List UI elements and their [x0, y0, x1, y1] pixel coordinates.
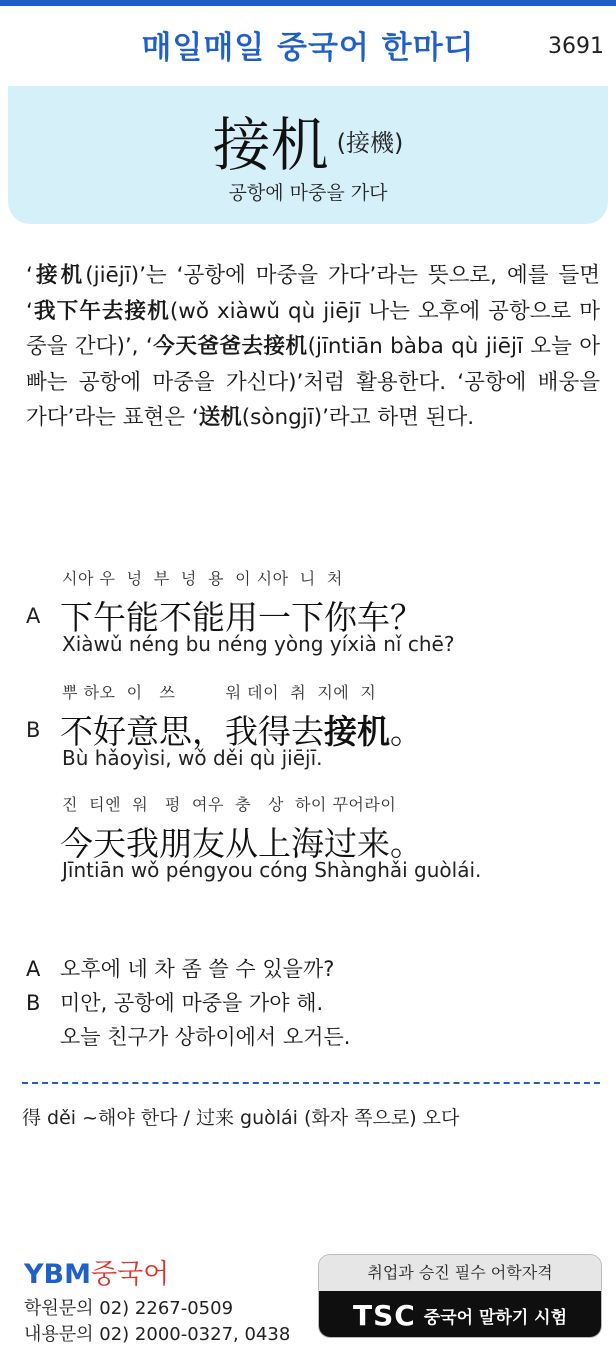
- explanation-highlight: 接机: [32, 263, 86, 288]
- episode-number: 3691: [548, 34, 604, 59]
- tsc-label: 중국어 말하기 시험: [423, 1307, 568, 1328]
- speaker-label: A: [26, 604, 41, 628]
- explanation-highlight: 我下午去接机: [32, 298, 170, 324]
- translation-text: 오늘 친구가 상하이에서 오거든.: [60, 1025, 351, 1049]
- tsc-banner: [319, 1291, 601, 1338]
- explanation-text: (sòngjī)’라고 하면 된다.: [241, 405, 475, 430]
- tsc-tagline: 취업과 승진 필수 어학자격: [319, 1255, 601, 1291]
- contact-academy: 학원문의 02) 2267-0509: [24, 1298, 234, 1319]
- chinese-text: 今天我朋友从上海过来。: [60, 824, 423, 863]
- explanation-text: (jiējī)’는 ‘공항에 마중을 가다’라는 뜻으로, 예를 들면 ‘: [26, 263, 600, 324]
- chinese-highlight: 接机: [324, 712, 390, 751]
- speaker-label: B: [26, 718, 41, 742]
- ybm-sub: 중국어: [91, 1259, 170, 1290]
- dialogue-line-a: [26, 566, 606, 666]
- dialogue-line-b-continued: [26, 792, 606, 892]
- translation-text: 오후에 네 차 좀 쓸 수 있을까?: [60, 957, 335, 981]
- explanation-paragraph: [26, 258, 600, 436]
- headword-line: [8, 98, 608, 182]
- explanation-highlight: 今天爸爸去接机: [152, 334, 308, 359]
- headword-meaning: 공항에 마중을 가다: [228, 182, 388, 204]
- contact-content: 내용문의 02) 2000-0327, 0438: [24, 1324, 291, 1345]
- pinyin: Jīntiān wǒ péngyou cóng Shànghǎi guòlái.: [62, 858, 482, 882]
- dialogue-line-b: [26, 680, 606, 780]
- explanation-text: (wǒ xiàwǔ qù jiējī 나는 오후에 공항으로 마중을 간다)’, ‘: [26, 298, 600, 359]
- explanation-highlight: 送机: [198, 405, 242, 430]
- top-rule: [0, 0, 616, 6]
- tsc-advert: [318, 1254, 602, 1338]
- vocabulary-note: 得 děi ~해야 한다 / 过来 guòlái (화자 쪽으로) 오다: [22, 1107, 460, 1129]
- pinyin: Xiàwǔ néng bu néng yòng yíxià nǐ chē?: [62, 632, 455, 656]
- dashed-divider: [22, 1082, 600, 1084]
- pronunciation-guide: 시아 우 넝 부 넝 용 이 시아 니 처: [62, 569, 343, 588]
- pronunciation-guide: 뿌 하오 이 쓰 워 데이 취 지에 지: [62, 683, 377, 702]
- chinese-text: 不好意思，我得去: [60, 712, 324, 751]
- chinese-text: 下午能不能用一下你车？: [60, 598, 423, 637]
- explanation-text: (jīntiān bàba qù jiējī 오늘 아빠는 공항에 마중을 가신다)’처럼 활용한다. ‘공항에 배웅을 가다’라는 표현은 ‘: [26, 334, 600, 430]
- translation-block: [26, 952, 606, 1054]
- translation-row: [26, 952, 606, 986]
- translation-text: 미안, 공항에 마중을 가야 해.: [60, 991, 324, 1015]
- ybm-logo: [24, 1252, 169, 1291]
- chinese-text: 。: [390, 712, 423, 751]
- headword-box: [8, 86, 608, 224]
- tsc-logo: TSC: [352, 1298, 416, 1332]
- translation-row: [26, 986, 606, 1020]
- translation-row: [26, 1020, 606, 1054]
- speaker-label: B: [26, 991, 41, 1015]
- headword: 接机: [212, 111, 329, 179]
- headword-traditional: (接機): [336, 128, 404, 157]
- speaker-label: A: [26, 957, 41, 981]
- explanation-text: ‘: [26, 263, 33, 288]
- series-title: 매일매일 중국어 한마디: [141, 30, 475, 66]
- pronunciation-guide: 진 티엔 워 펑 여우 충 상 하이 꾸어라이: [62, 795, 397, 814]
- ybm-brand: YBM: [24, 1259, 91, 1290]
- pinyin: Bù hǎoyìsi, wǒ děi qù jiējī.: [62, 746, 323, 770]
